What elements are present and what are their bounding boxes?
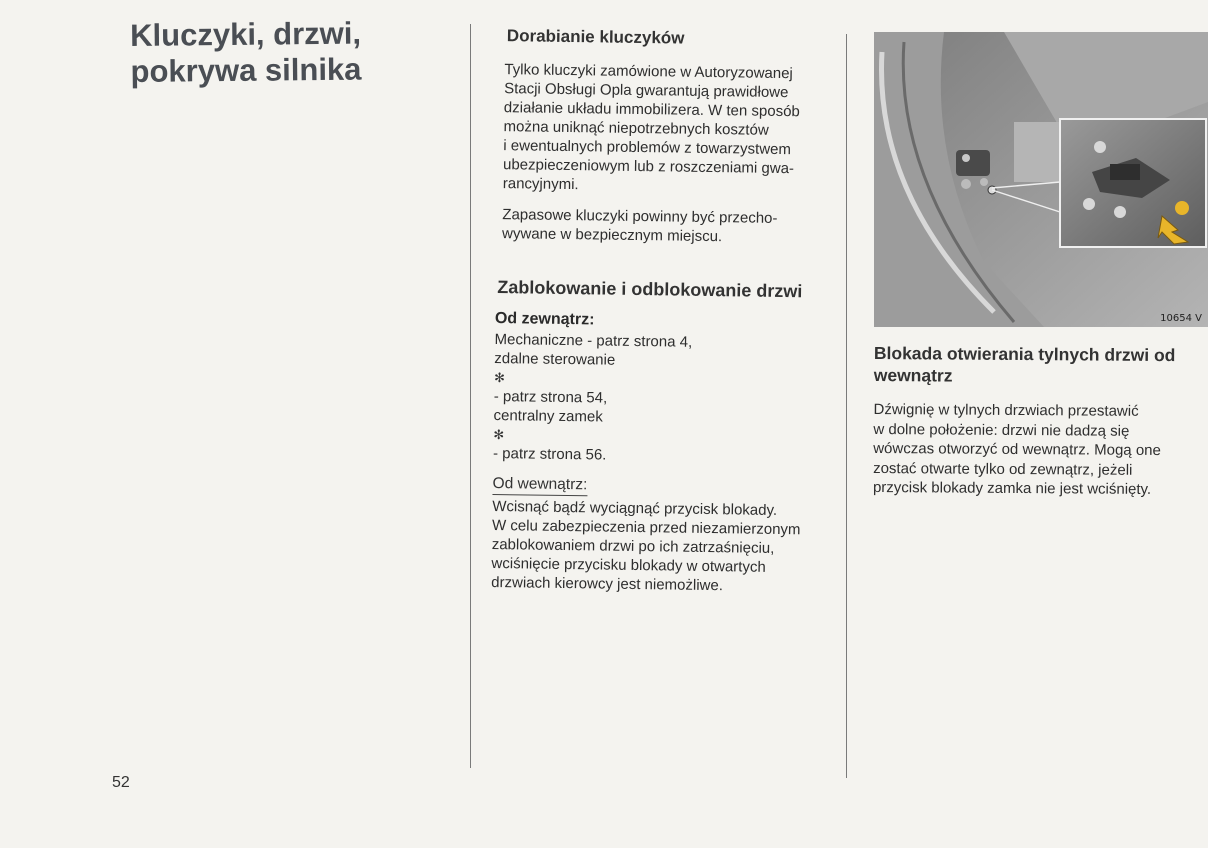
inset-detail [1060,119,1206,247]
rear-door-line: w dolne położenie: drzwi nie dadzą się [873,420,1130,440]
rear-door-line: wówczas otworzyć od wewnątrz. Mogą one [873,439,1161,460]
page-title [130,16,362,90]
rear-door-line: Dźwignię w tylnych drzwiach przestawić [873,400,1139,420]
page-title-line-2: pokrywa silnika [130,51,362,89]
outside-line-2-rest: - patrz strona 54, [493,387,608,407]
rear-door-line: przycisk blokady zamka nie jest wciśnięty. [872,478,1152,498]
outside-line-3-text: centralny zamek [493,406,603,426]
page-number: 52 [112,774,130,791]
page-title-line-1: Kluczyki, drzwi, [130,15,362,53]
inside-line: W celu zabezpieczenia przed niezamierzonym [491,516,801,539]
locking-section-heading: Zablokowanie i odblokowanie drzwi [497,277,803,302]
inside-line: Wcisnąć bądź wyciągnąć przycisk blokady. [492,497,778,519]
outside-line-3 [493,406,842,468]
inside-line: wciśnięcie przycisku blokady w otwartych [491,554,766,576]
keys-p1-line: i ewentualnych problemów z towarzystwem [503,137,792,159]
keys-p1-line: ubezpieczeniowym lub z roszczeniami gwa- [502,156,795,178]
column-divider-left [470,24,471,768]
snowflake-icon: ✻ [493,369,506,386]
snowflake-icon: ✻ [493,426,505,443]
right-column [873,342,1206,500]
inside-line: drzwiach kierowcy jest niemożliwe. [491,573,724,595]
keys-p1-line: Tylko kluczyki zamówione w Autoryzowanej [504,61,793,83]
outside-label: Od zewnątrz: [494,310,595,329]
keys-p1-line: działanie układu immobilizera. W ten sposób [503,99,800,121]
column-divider-right [846,34,847,778]
keys-paragraph-2 [502,205,844,248]
rear-door-lock-figure [874,32,1208,327]
outside-line-2-text: zdalne sterowanie [494,349,616,369]
keys-section-heading: Dorabianie kluczyków [506,26,685,48]
lever-knob [1175,201,1189,215]
keys-p2-line: Zapasowe kluczyki powinny być przecho- [502,206,778,227]
door-lock-illustration [874,32,1208,327]
rear-door-heading-line-2: wewnątrz [873,364,953,386]
keys-p1-line: Stacji Obsługi Opla gwarantują prawidłowe [504,80,789,102]
middle-column [489,26,847,609]
keys-p1-line: można uniknąć niepotrzebnych kosztów [503,118,769,139]
outside-line-1-text: Mechaniczne - patrz strona 4, [494,330,693,351]
outside-line-2 [494,349,843,411]
figure-code: 10654 V [1160,313,1202,324]
outside-line-3-rest: - patrz strona 56. [492,444,607,464]
keys-p2-line: wywane w bezpiecznym miejscu. [501,225,723,246]
inside-line: zablokowaniem drzwi po ich zatrzaśnięciu, [491,535,775,557]
keys-paragraph-1 [503,60,847,198]
rear-door-body [873,400,1206,500]
outside-instructions [493,330,843,468]
inside-label: Od wewnątrz: [492,475,587,496]
inside-instructions [491,497,840,597]
rear-door-heading [874,342,1206,388]
rear-door-line: zostać otwarte tylko od zewnątrz, jeżeli [873,459,1133,479]
keys-p1-line: rancyjnymi. [502,175,579,194]
rear-door-heading-line-1: Blokada otwierania tylnych drzwi od [873,342,1176,366]
